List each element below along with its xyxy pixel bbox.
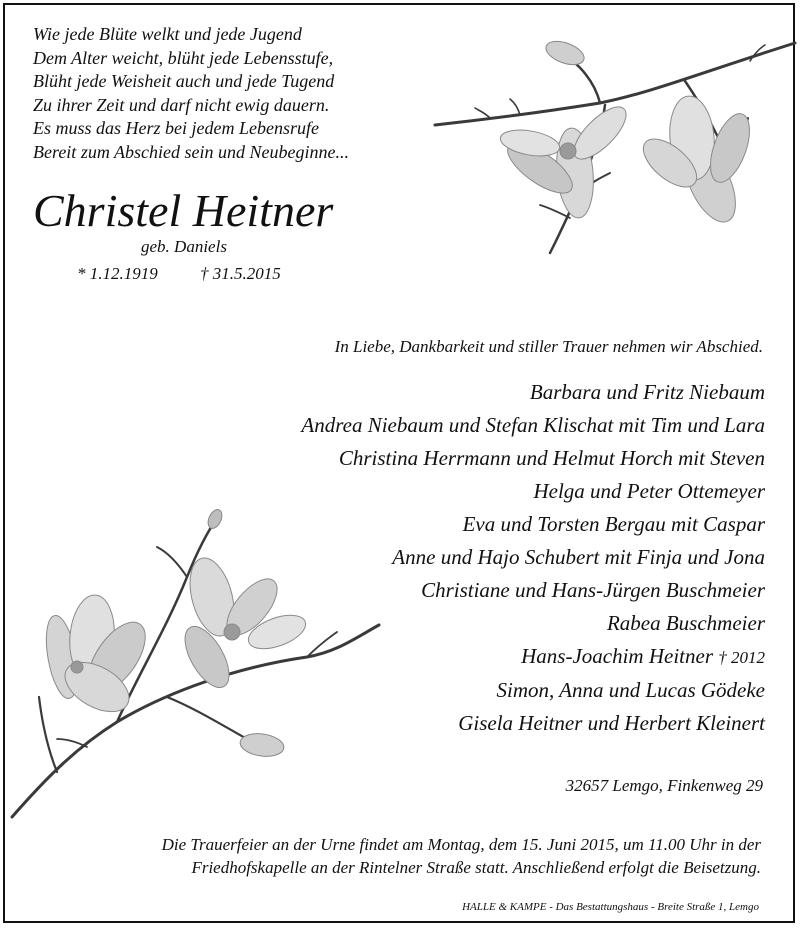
mourner-death-note: † 2012 [718,648,765,667]
intro-text: In Liebe, Dankbarkeit und stiller Trauer nehmen wir Abschied. [334,337,763,356]
list-item: Gisela Heitner und Herbert Kleinert [458,711,765,735]
magnolia-branch-top-icon [430,33,800,263]
address: 32657 Lemgo, Finkenweg 29 [565,776,763,795]
obituary-notice [3,3,795,923]
life-dates [77,264,281,284]
poem-line: Wie jede Blüte welkt und jede Jugend [33,24,302,44]
list-item: Andrea Niebaum und Stefan Klischat mit Tim und Lara [301,413,765,437]
funeral-info [21,833,761,879]
list-item: Barbara und Fritz Niebaum [529,380,765,404]
list-item: Eva und Torsten Bergau mit Caspar [462,512,765,536]
list-item: Christiane und Hans-Jürgen Buschmeier [421,578,765,602]
poem-line: Dem Alter weicht, blüht jede Lebensstufe, [33,47,334,68]
poem-line: Bereit zum Abschied sein und Neubeginne... [33,141,349,162]
list-item: Rabea Buschmeier [606,611,765,635]
death-date: † 31.5.2015 [200,264,281,283]
list-item: Anne und Hajo Schubert mit Finja und Jona [392,545,765,569]
deceased-name: Christel Heitner [33,185,334,236]
poem-line: Blüht jede Weisheit auch und jede Tugend [33,71,335,91]
birth-date: * 1.12.1919 [77,264,158,283]
poem [33,23,433,164]
list-item: Christina Herrmann und Helmut Horch mit Steven [338,446,765,470]
poem-line: Zu ihrer Zeit und darf nicht ewig dauern. [33,94,330,115]
funeral-home-credit: HALLE & KAMPE - Das Bestattungshaus - Breite Straße 1, Lemgo [462,901,759,913]
maiden-name: geb. Daniels [141,237,227,256]
magnolia-branch-bottom-icon [7,507,387,823]
poem-line: Es muss das Herz bei jedem Lebensrufe [33,118,319,138]
list-item: Simon, Anna und Lucas Gödeke [496,678,765,702]
funeral-line: Die Trauerfeier an der Urne findet am Montag, dem 15. Juni 2015, um 11.00 Uhr in der [161,835,761,854]
list-item: Helga und Peter Ottemeyer [533,479,765,503]
mourner-name: Hans-Joachim Heitner [521,644,713,668]
funeral-line: Friedhofskapelle an der Rintelner Straße statt. Anschließend erfolgt die Beisetzung. [191,858,761,877]
